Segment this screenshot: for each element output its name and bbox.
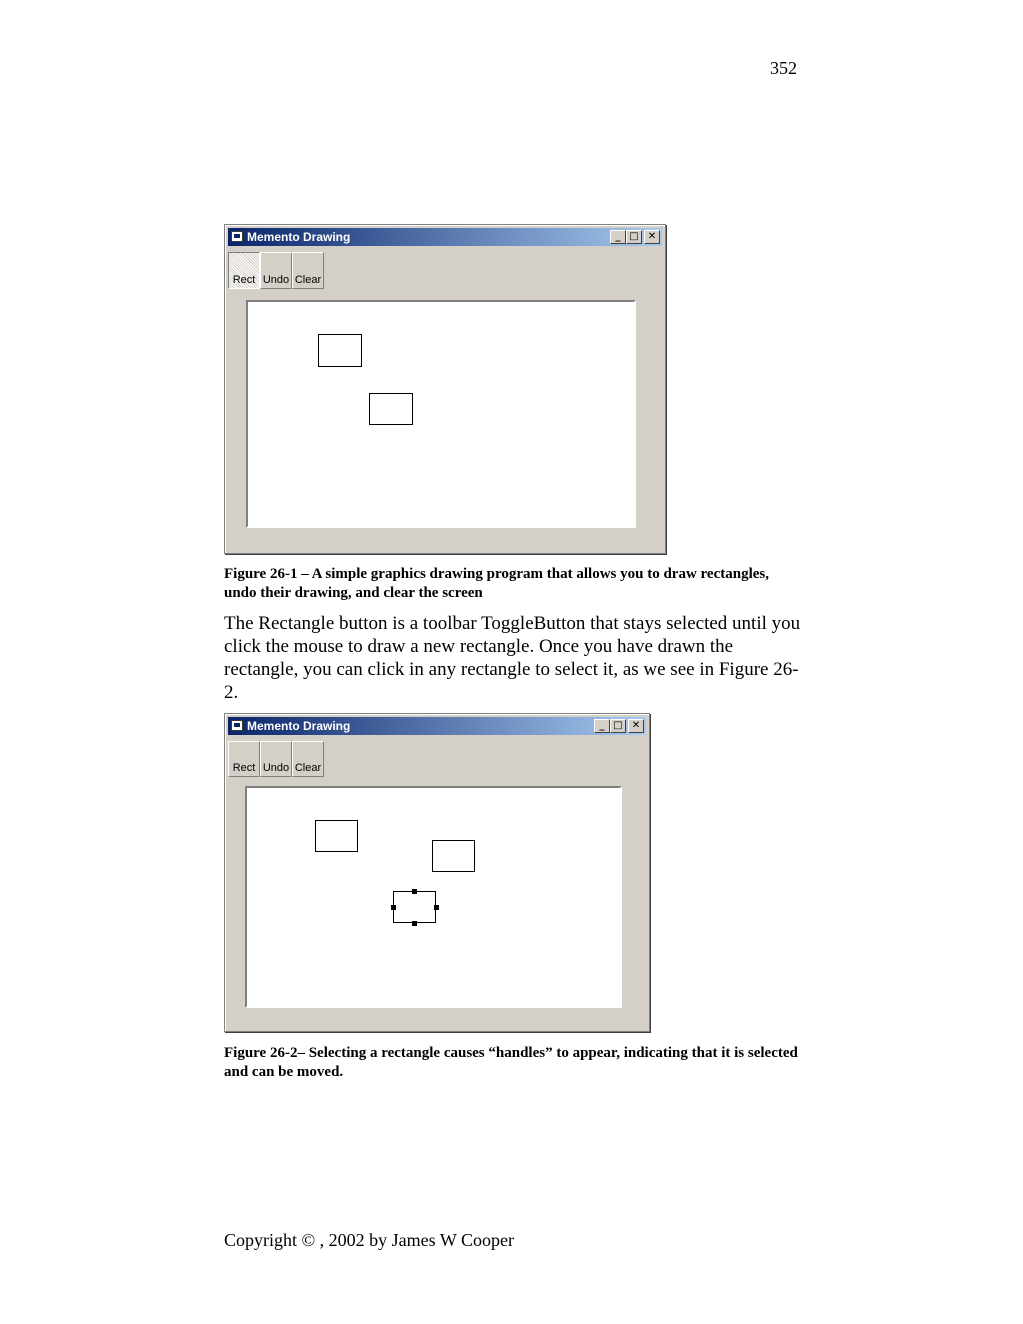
title-bar[interactable]	[228, 717, 646, 735]
selection-handle[interactable]	[434, 905, 439, 910]
caption-buttons	[610, 230, 660, 244]
rect-button[interactable]: Rect	[228, 741, 260, 777]
app-icon[interactable]	[231, 720, 243, 731]
body-paragraph: The Rectangle button is a toolbar ToggleButton that stays selected until you click the mouse to draw a new rectangle. Once you have drawn the rectangle, you can click in any rectangle to select it, as we see in Figure 26-2.	[224, 613, 801, 703]
rect-button[interactable]: Rect	[228, 252, 260, 289]
close-icon[interactable]: ✕	[644, 230, 660, 244]
drawn-rectangle[interactable]	[369, 393, 413, 425]
minimize-icon[interactable]: _	[594, 719, 610, 733]
title-bar[interactable]	[228, 228, 662, 246]
page-number: 352	[770, 58, 797, 78]
clear-button[interactable]: Clear	[292, 252, 324, 289]
drawn-rectangle[interactable]	[315, 820, 358, 852]
selection-handle[interactable]	[412, 921, 417, 926]
minimize-icon[interactable]: _	[610, 230, 626, 244]
copyright-footer: Copyright © , 2002 by James W Cooper	[224, 1230, 514, 1250]
window-title: Memento Drawing	[247, 719, 351, 733]
undo-button[interactable]: Undo	[260, 252, 292, 289]
drawing-canvas[interactable]	[246, 300, 636, 528]
maximize-icon[interactable]: □	[610, 719, 626, 733]
memento-drawing-window-2	[224, 713, 650, 1032]
selection-handle[interactable]	[391, 905, 396, 910]
maximize-icon[interactable]: □	[626, 230, 642, 244]
window-title: Memento Drawing	[247, 230, 351, 244]
undo-button[interactable]: Undo	[260, 741, 292, 777]
figure-caption-2: Figure 26-2– Selecting a rectangle causes “handles” to appear, indicating that it is selected and can be moved.	[224, 1045, 798, 1080]
drawn-rectangle[interactable]	[318, 334, 362, 367]
clear-button[interactable]: Clear	[292, 741, 324, 777]
drawing-canvas[interactable]	[245, 786, 622, 1008]
toolbar	[228, 741, 324, 777]
drawn-rectangle[interactable]	[432, 840, 475, 872]
app-icon[interactable]	[231, 231, 243, 242]
memento-drawing-window-1	[224, 224, 666, 554]
close-icon[interactable]: ✕	[628, 719, 644, 733]
caption-buttons	[594, 719, 644, 733]
figure-caption-1: Figure 26-1 – A simple graphics drawing program that allows you to draw rectangles, undo their drawing, and clear the screen	[224, 566, 769, 601]
selected-rectangle[interactable]	[393, 891, 436, 923]
selection-handle[interactable]	[412, 889, 417, 894]
toolbar	[228, 252, 324, 289]
